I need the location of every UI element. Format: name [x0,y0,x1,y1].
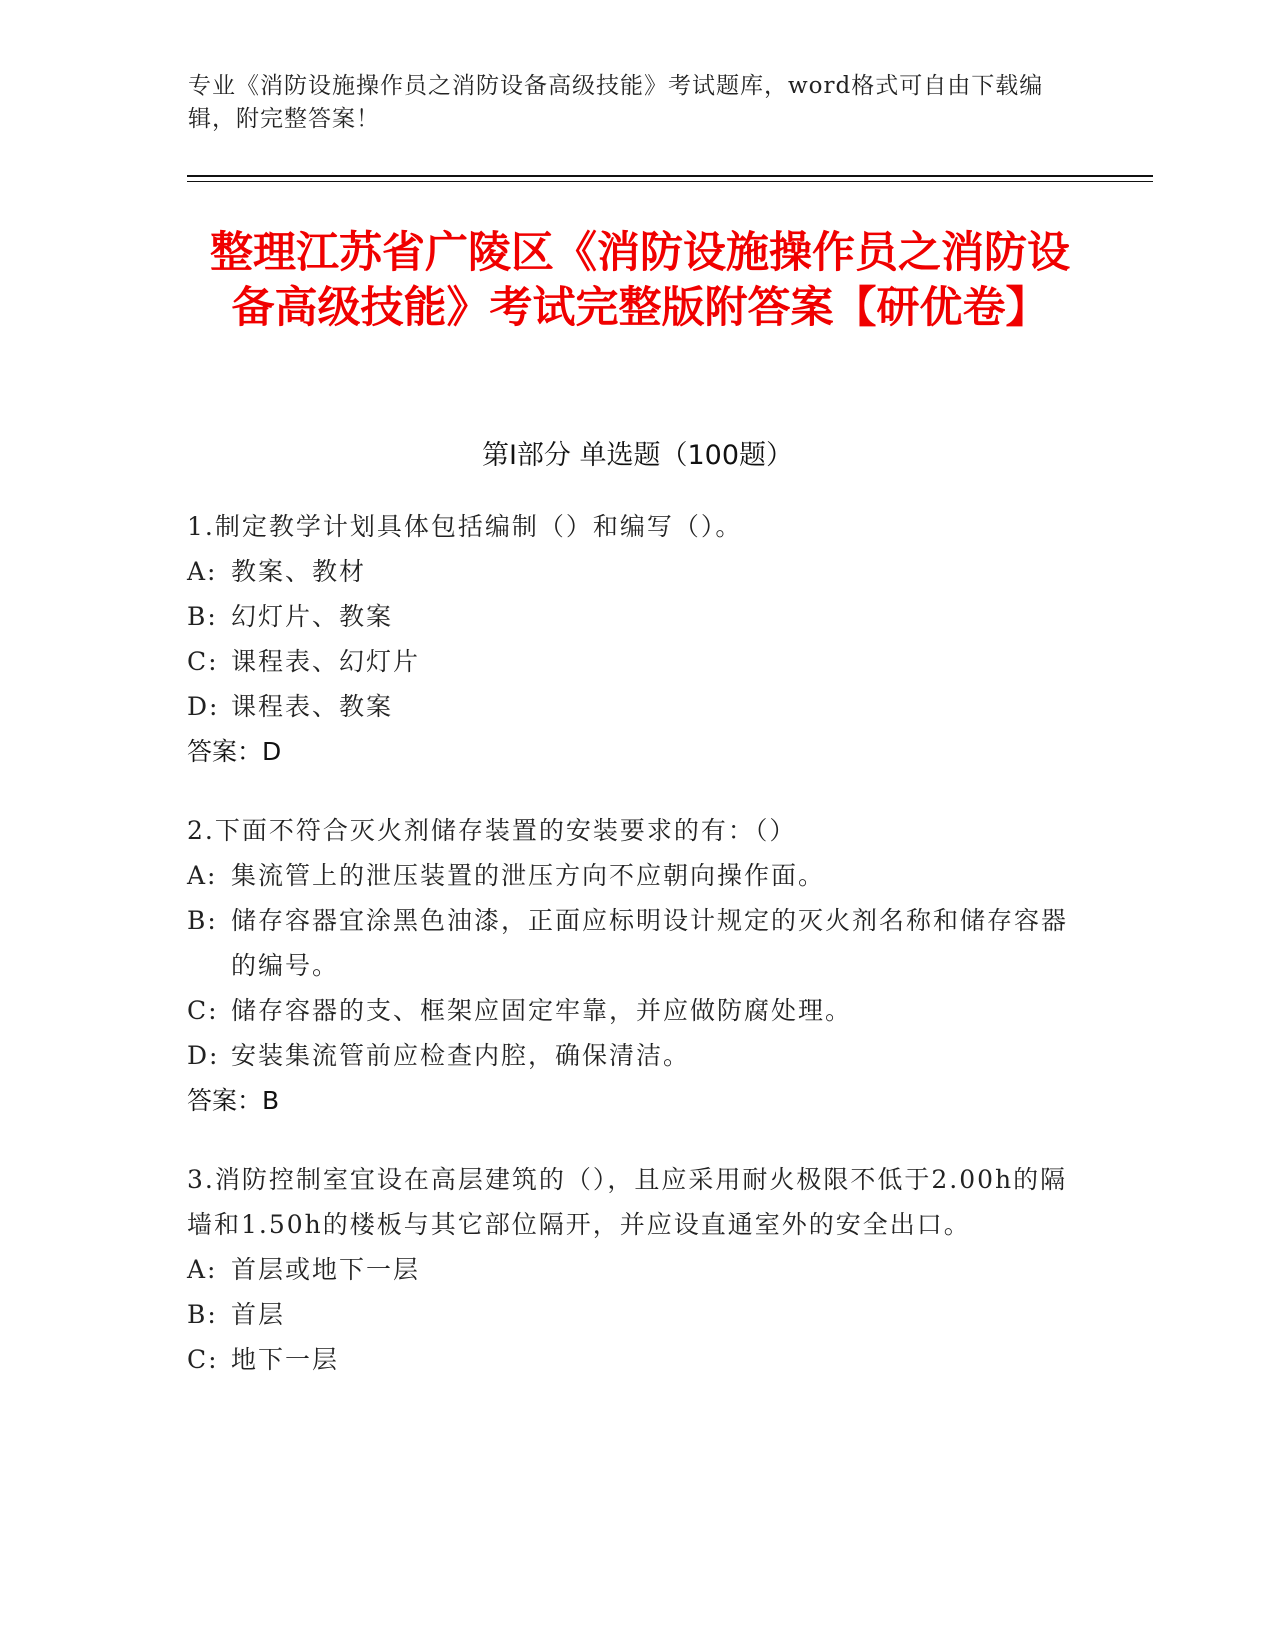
answer-line: 答案：D [187,737,282,766]
option-d [187,1033,1087,1078]
option-text: 集流管上的泄压装置的泄压方向不应朝向操作面。 [231,861,826,890]
option-a [187,549,1087,594]
option-c [187,988,1087,1033]
option-key: A: [187,557,218,586]
section-heading: 第Ⅰ部分 单选题（100题） [481,440,794,471]
option-c [187,639,1087,684]
option-text: 教案、教材 [231,557,367,586]
option-key: C: [187,647,219,676]
option-text: 课程表、幻灯片 [231,647,421,676]
question-stem: 1.制定教学计划具体包括编制（）和编写（）。 [187,512,743,541]
option-c [187,1337,1087,1382]
option-text: 储存容器的支、框架应固定牢靠，并应做防腐处理。 [231,996,853,1025]
option-key: A: [187,861,218,890]
question-1 [187,504,1087,774]
option-key: B: [187,1300,218,1329]
option-text: 安装集流管前应检查内腔，确保清洁。 [231,1041,691,1070]
option-b [187,1292,1087,1337]
option-text: 储存容器宜涂黑色油漆，正面应标明设计规定的灭火剂名称和储存容器的编号。 [231,906,1069,980]
header-divider-thick [187,175,1153,177]
option-key: D: [187,1041,220,1070]
document-title: 整理江苏省广陵区《消防设施操作员之消防设备高级技能》考试完整版附答案【研优卷】 [210,228,1070,333]
option-key: B: [187,906,218,935]
option-key: C: [187,996,219,1025]
option-key: D: [187,692,220,721]
option-text: 地下一层 [231,1345,340,1374]
question-3 [187,1157,1087,1382]
option-text: 首层或地下一层 [231,1255,421,1284]
option-b [187,898,1087,988]
answer-line: 答案：B [187,1086,280,1115]
question-2 [187,808,1087,1123]
question-stem: 3.消防控制室宜设在高层建筑的（），且应采用耐火极限不低于2.00h的隔墙和1.50h的楼板与其它部位隔开，并应设直通室外的安全出口。 [187,1165,1068,1239]
option-text: 课程表、教案 [231,692,394,721]
option-key: C: [187,1345,219,1374]
option-a [187,1247,1087,1292]
option-text: 首层 [231,1300,286,1329]
header-note: 专业《消防设施操作员之消防设备高级技能》考试题库，word格式可自由下载编辑，附完整答案！ [188,73,1044,132]
option-b [187,594,1087,639]
question-stem: 2.下面不符合灭火剂储存装置的安装要求的有：（） [187,816,797,845]
option-d [187,684,1087,729]
header-divider-thin [187,181,1153,182]
option-key: B: [187,602,218,631]
option-text: 幻灯片、教案 [231,602,394,631]
option-key: A: [187,1255,218,1284]
option-a [187,853,1087,898]
